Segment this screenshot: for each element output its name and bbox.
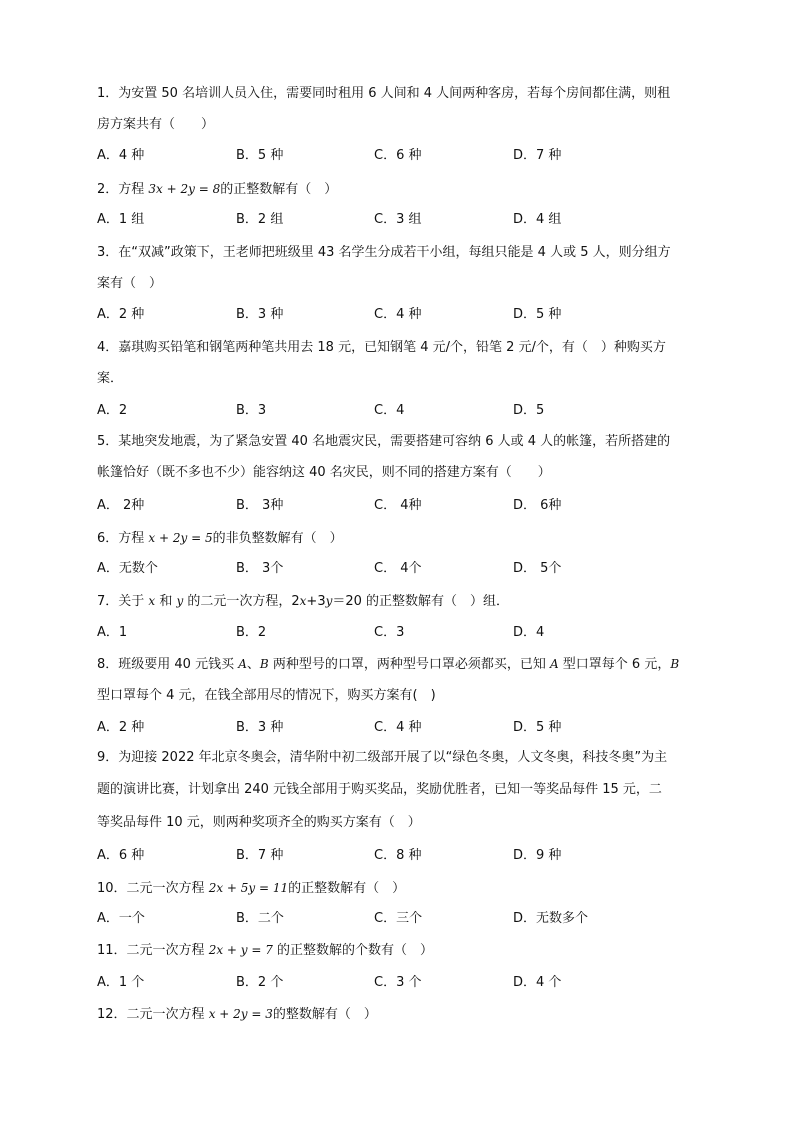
option-a: A．6 种 (97, 848, 145, 863)
option-a: A． 2种 (97, 498, 145, 513)
option-d: D．9 种 (513, 848, 562, 863)
math-expression: x + 2y = 3 (208, 1007, 273, 1021)
option-c: C．3 (374, 625, 405, 640)
stem-text: 3．在“双减”政策下，王老师把班级里 43 名学生分成若干小组，每组只能是 4 人或 5 人，则分组方 (97, 245, 671, 260)
option-a: A．4 种 (97, 148, 145, 163)
stem-text: 两种型号的口罩，两种型号口罩必须都买，已知 (268, 657, 550, 672)
stem-text: 、 (246, 657, 260, 672)
stem-text: 型口罩每个 6 元， (558, 657, 671, 672)
stem-text: 案有（ ） (97, 276, 163, 291)
math-expression: 3x + 2y = 8 (148, 182, 221, 196)
math-expression: B (259, 657, 269, 671)
math-expression: 2x + 5y = 11 (208, 881, 289, 895)
question-5-stem-line-1 (97, 434, 717, 450)
option-d: D．4 个 (513, 975, 562, 990)
stem-text: 等奖品每件 10 元，则两种奖项齐全的购买方案有（ ） (97, 815, 421, 830)
stem-text: 4．嘉琪购买铅笔和钢笔两种笔共用去 18 元，已知钢笔 4 元/个，铅笔 2 元/个，有（ ）种购买方 (97, 340, 666, 355)
math-expression: x + 2y = 5 (148, 531, 213, 545)
question-10-stem-line-1 (97, 880, 717, 897)
stem-text: 的正整数解有（ ） (220, 182, 338, 197)
stem-text: 9．为迎接 2022 年北京冬奥会，清华附中初二级部开展了以“绿色冬奥，人文冬奥，科技冬奥”为主 (97, 750, 668, 765)
option-d: D．无数多个 (513, 911, 589, 926)
question-12-stem-line-1 (97, 1006, 717, 1023)
stem-text: 2．方程 (97, 182, 149, 197)
option-a: A．一个 (97, 911, 145, 926)
question-3-stem-line-2 (97, 276, 717, 292)
option-c: C．4 (374, 403, 405, 418)
question-6-stem-line-1 (97, 530, 717, 547)
option-c: C．4 种 (374, 720, 422, 735)
option-c: C．6 种 (374, 148, 422, 163)
stem-text: 8．班级要用 40 元钱买 (97, 657, 239, 672)
stem-text: 11．二元一次方程 (97, 943, 209, 958)
stem-text: +3 (306, 594, 326, 609)
option-d: D．4 组 (513, 212, 562, 227)
option-c: C．3 个 (374, 975, 422, 990)
stem-text: 的非负整数解有（ ） (212, 531, 343, 546)
option-b: B．5 种 (236, 148, 284, 163)
stem-text: 12．二元一次方程 (97, 1007, 209, 1022)
option-d: D． 6种 (513, 498, 562, 513)
question-8-stem-line-2 (97, 688, 717, 704)
math-expression: 2x + y = 7 (208, 943, 273, 957)
option-b: B．2 个 (236, 975, 284, 990)
math-expression: y (325, 594, 333, 608)
option-d: D． 5个 (513, 561, 562, 576)
stem-text: 5．某地突发地震，为了紧急安置 40 名地震灾民，需要搭建可容纳 6 人或 4 人的帐篷，若所搭建的 (97, 434, 671, 449)
option-b: B．3 (236, 403, 267, 418)
option-b: B．3 种 (236, 720, 284, 735)
stem-text: 的二元一次方程，2 (183, 594, 300, 609)
stem-text: 和 (155, 594, 177, 609)
option-b: B． 3个 (236, 561, 284, 576)
question-8-stem-line-1 (97, 656, 717, 673)
option-c: C．8 种 (374, 848, 422, 863)
option-b: B．2 (236, 625, 267, 640)
option-a: A．1 (97, 625, 128, 640)
option-c: C． 4种 (374, 498, 422, 513)
option-d: D．4 (513, 625, 545, 640)
stem-text: 房方案共有（ ） (97, 117, 215, 132)
math-expression: B (670, 657, 680, 671)
stem-text: 的整数解有（ ） (272, 1007, 377, 1022)
stem-text: 题的演讲比赛，计划拿出 240 元钱全部用于购买奖品，奖励优胜者，已知一等奖品每件 15 元，二 (97, 782, 662, 797)
option-a: A．2 种 (97, 720, 145, 735)
math-expression: A (238, 657, 247, 671)
option-c: C．3 组 (374, 212, 422, 227)
math-expression: x (148, 594, 156, 608)
math-expression: x (299, 594, 307, 608)
stem-text: 10．二元一次方程 (97, 881, 209, 896)
option-d: D．5 (513, 403, 545, 418)
stem-text: 帐篷恰好（既不多也不少）能容纳这 40 名灾民，则不同的搭建方案有（ ） (97, 465, 551, 480)
question-9-stem-line-3 (97, 815, 717, 831)
stem-text: 型口罩每个 4 元，在钱全部用尽的情况下，购买方案有( ) (97, 688, 436, 703)
option-b: B．二个 (236, 911, 284, 926)
option-d: D．5 种 (513, 307, 562, 322)
stem-text: 6．方程 (97, 531, 149, 546)
question-1-stem-line-2 (97, 117, 717, 133)
option-a: A．2 (97, 403, 128, 418)
stem-text: 的正整数解有（ ） (288, 881, 406, 896)
question-11-stem-line-1 (97, 942, 717, 959)
option-a: A．1 组 (97, 212, 145, 227)
question-9-stem-line-2 (97, 782, 717, 798)
option-b: B． 3种 (236, 498, 284, 513)
math-expression: y (176, 594, 184, 608)
option-c: C．三个 (374, 911, 423, 926)
option-b: B．3 种 (236, 307, 284, 322)
option-a: A．1 个 (97, 975, 145, 990)
option-d: D．7 种 (513, 148, 562, 163)
option-b: B．2 组 (236, 212, 284, 227)
option-c: C． 4个 (374, 561, 422, 576)
option-b: B．7 种 (236, 848, 284, 863)
question-3-stem-line-1 (97, 245, 717, 261)
stem-text: 7．关于 (97, 594, 149, 609)
question-1-stem-line-1 (97, 86, 717, 102)
question-7-stem-line-1 (97, 593, 717, 610)
math-expression: A (550, 657, 559, 671)
option-c: C．4 种 (374, 307, 422, 322)
question-5-stem-line-2 (97, 465, 717, 481)
question-4-stem-line-2 (97, 371, 717, 387)
stem-text: ＝20 的正整数解有（ ）组． (332, 594, 510, 609)
question-9-stem-line-1 (97, 750, 717, 766)
stem-text: 1．为安置 50 名培训人员入住，需要同时租用 6 人间和 4 人间两种客房，若每个房间都住满，则租 (97, 86, 671, 101)
stem-text: 的正整数解的个数有（ ） (272, 943, 434, 958)
question-4-stem-line-1 (97, 340, 717, 356)
option-d: D．5 种 (513, 720, 562, 735)
option-a: A．无数个 (97, 561, 158, 576)
question-2-stem-line-1 (97, 181, 717, 198)
stem-text: 案． (97, 371, 124, 386)
option-a: A．2 种 (97, 307, 145, 322)
